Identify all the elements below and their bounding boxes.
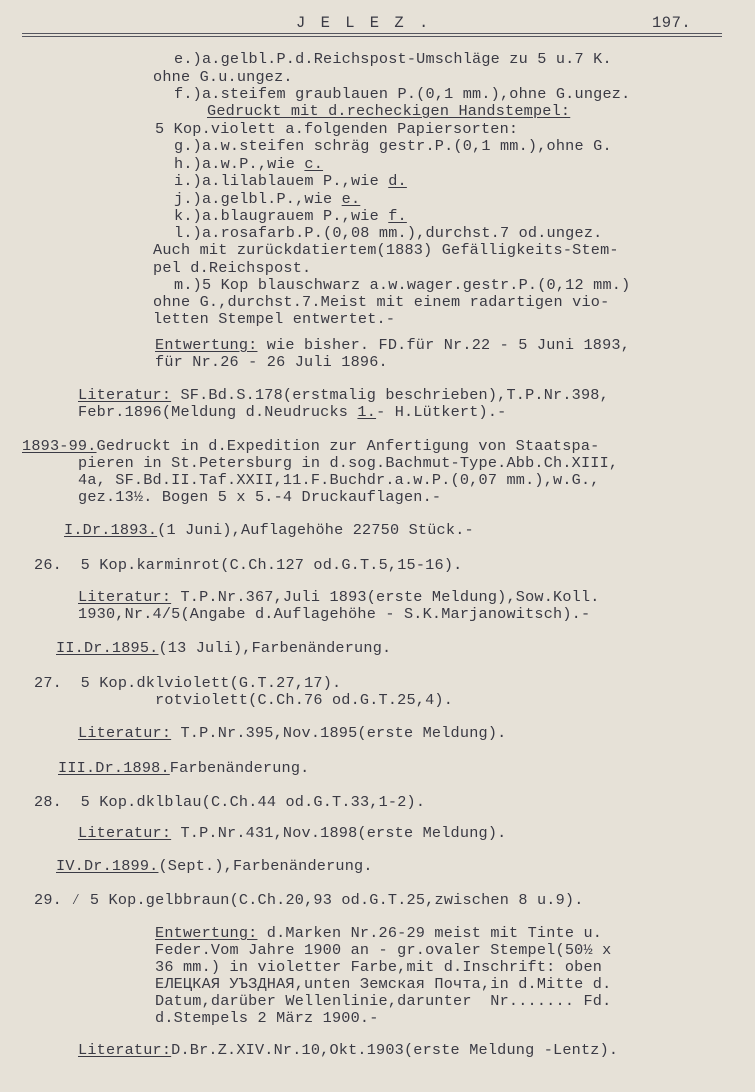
text-line: j.)a.gelbl.P.,wie e. bbox=[174, 190, 361, 208]
header-rule bbox=[22, 33, 722, 34]
text-line: i.)a.lilablauem P.,wie d. bbox=[174, 172, 407, 190]
ref-underlined: e. bbox=[341, 190, 361, 208]
text-line: Literatur:D.Br.Z.XIV.Nr.10,Okt.1903(erste Meldung -Lentz). bbox=[78, 1041, 619, 1059]
ref-underlined: 1. bbox=[357, 403, 377, 421]
text-line: m.)5 Kop blauschwarz a.w.wager.gestr.P.(0,12 mm.) bbox=[174, 276, 631, 294]
text-line: letten Stempel entwertet.- bbox=[153, 310, 396, 328]
text-line: 29. ⁄ 5 Kop.gelbbraun(C.Ch.20,93 od.G.T.25,zwischen 8 u.9). bbox=[34, 891, 584, 909]
text-line: 4a, SF.Bd.II.Taf.XXII,11.F.Buchdr.a.w.P.(0,07 mm.),w.G., bbox=[78, 471, 600, 489]
text-line: d.Stempels 2 März 1900.- bbox=[155, 1009, 379, 1027]
label-literatur: Literatur: bbox=[78, 1041, 172, 1059]
text-line: f.)a.steifem graublauen P.(0,1 mm.),ohne G.ungez. bbox=[174, 85, 631, 103]
text-line: ohne G.u.ungez. bbox=[153, 68, 293, 86]
text-line: e.)a.gelbl.P.d.Reichspost-Umschläge zu 5 u.7 K. bbox=[174, 50, 612, 68]
text-line: 5 Kop.violett a.folgenden Papiersorten: bbox=[155, 120, 519, 138]
section-heading: Gedruckt mit d.recheckigen Handstempel: bbox=[207, 102, 571, 120]
text-line: ЕЛЕЦКАЯ УЪЗДНАЯ,unten Земская Почта,in d.Mitte d. bbox=[155, 975, 612, 993]
text-line: Entwertung: wie bisher. FD.für Nr.22 - 5 Juni 1893, bbox=[155, 336, 631, 354]
ref-underlined: f. bbox=[388, 207, 407, 225]
label-literatur: Literatur: bbox=[78, 824, 172, 842]
header-rule-second bbox=[22, 36, 722, 37]
text-line: Literatur: T.P.Nr.395,Nov.1895(erste Meldung). bbox=[78, 724, 507, 742]
text-line: l.)a.rosafarb.P.(0,08 mm.),durchst.7 od.ungez. bbox=[174, 224, 603, 242]
text-line: 36 mm.) in violetter Farbe,mit d.Inschrift: oben bbox=[155, 958, 603, 976]
text-line: für Nr.26 - 26 Juli 1896. bbox=[155, 353, 388, 371]
text-line: h.)a.w.P.,wie c. bbox=[174, 155, 324, 173]
text-line: pieren in St.Petersburg in d.sog.Bachmut-Type.Abb.Ch.XIII, bbox=[78, 454, 619, 472]
label-literatur: Literatur: bbox=[78, 724, 172, 742]
text-line: Literatur: T.P.Nr.367,Juli 1893(erste Meldung),Sow.Koll. bbox=[78, 588, 600, 606]
text-line: I.Dr.1893.(1 Juni),Auflagehöhe 22750 Stück.- bbox=[64, 521, 474, 539]
ref-underlined: d. bbox=[388, 172, 407, 190]
label-printing: II.Dr.1895. bbox=[56, 639, 159, 657]
text-line: ohne G.,durchst.7.Meist mit einem radartigen vio- bbox=[153, 293, 610, 311]
text-line: Literatur: T.P.Nr.431,Nov.1898(erste Meldung). bbox=[78, 824, 507, 842]
text-line: IV.Dr.1899.(Sept.),Farbenänderung. bbox=[56, 857, 373, 875]
label-entwertung: Entwertung: bbox=[155, 924, 258, 942]
text-line: Entwertung: d.Marken Nr.26-29 meist mit Tinte u. bbox=[155, 924, 603, 942]
text-line: Literatur: SF.Bd.S.178(erstmalig beschrieben),T.P.Nr.398, bbox=[78, 386, 609, 404]
label-literatur: Literatur: bbox=[78, 386, 172, 404]
text-line: II.Dr.1895.(13 Juli),Farbenänderung. bbox=[56, 639, 392, 657]
text-line: III.Dr.1898.Farbenänderung. bbox=[58, 759, 310, 777]
label-entwertung: Entwertung: bbox=[155, 336, 258, 354]
label-period: 1893-99. bbox=[22, 437, 97, 455]
label-printing: IV.Dr.1899. bbox=[56, 857, 159, 875]
text-line: Datum,darüber Wellenlinie,darunter Nr....... Fd. bbox=[155, 992, 612, 1010]
text-line: 28. 5 Kop.dklblau(C.Ch.44 od.G.T.33,1-2). bbox=[34, 793, 426, 811]
page-number: 197. bbox=[652, 14, 692, 32]
page-header-title: J E L E Z . bbox=[296, 14, 432, 32]
text-line: rotviolett(C.Ch.76 od.G.T.25,4). bbox=[155, 691, 454, 709]
text-line: 27. 5 Kop.dklviolett(G.T.27,17). bbox=[34, 674, 342, 692]
text-line: 26. 5 Kop.karminrot(C.Ch.127 od.G.T.5,15-16). bbox=[34, 556, 463, 574]
text-line: Auch mit zurückdatiertem(1883) Gefälligkeits-Stem- bbox=[153, 241, 619, 259]
label-literatur: Literatur: bbox=[78, 588, 172, 606]
text-line: pel d.Reichspost. bbox=[153, 259, 312, 277]
text-line: 1930,Nr.4/5(Angabe d.Auflagehöhe - S.K.Marjanowitsch).- bbox=[78, 605, 591, 623]
label-printing: III.Dr.1898. bbox=[58, 759, 170, 777]
text-line: Febr.1896(Meldung d.Neudrucks 1.- H.Lütkert).- bbox=[78, 403, 507, 421]
text-line: Feder.Vom Jahre 1900 an - gr.ovaler Stempel(50½ x bbox=[155, 941, 612, 959]
label-printing: I.Dr.1893. bbox=[64, 521, 158, 539]
ref-underlined: c. bbox=[304, 155, 324, 173]
text-line: gez.13½. Bogen 5 x 5.-4 Druckauflagen.- bbox=[78, 488, 442, 506]
text-line: g.)a.w.steifen schräg gestr.P.(0,1 mm.),ohne G. bbox=[174, 137, 612, 155]
text-line: k.)a.blaugrauem P.,wie f. bbox=[174, 207, 407, 225]
text-line: 1893-99.Gedruckt in d.Expedition zur Anfertigung von Staatspa- bbox=[22, 437, 600, 455]
